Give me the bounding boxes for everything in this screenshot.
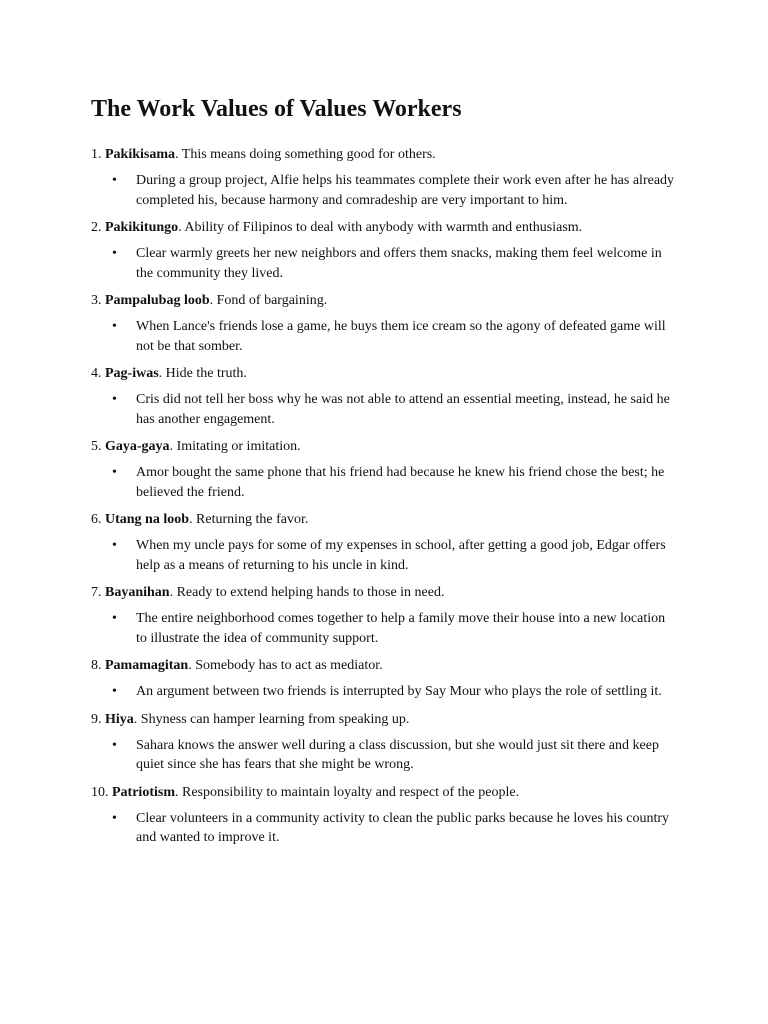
value-definition: . Somebody has to act as mediator. [188,658,383,673]
value-definition: . Shyness can hamper learning from speaking up. [133,711,410,727]
example-item [91,390,678,429]
example-item [91,682,678,702]
value-heading [91,364,678,383]
bullet-icon: • [112,392,117,407]
example-list [91,244,678,283]
value-heading [91,783,678,802]
document-title: The Work Values of Values Workers [91,96,462,122]
values-list [91,145,678,848]
example-item [91,244,678,283]
value-term: Gaya-gaya [105,439,170,454]
item-number: 2. [91,220,102,235]
value-term: Pakikitungo [105,220,179,235]
example-item [91,317,678,356]
value-definition: . Hide the truth. [158,366,247,381]
value-definition: . Ability of Filipinos to deal with anybody with warmth and enthusiasm. [178,220,583,235]
value-term: Pampalubag loob [105,293,210,308]
value-heading [91,291,678,310]
example-list [91,536,678,575]
value-heading [91,510,678,529]
value-item [91,583,678,648]
bullet-icon: • [112,611,117,626]
value-definition: . Ready to extend helping hands to those in need. [169,585,445,600]
value-definition: . Fond of bargaining. [209,293,328,308]
value-item [91,145,678,210]
example-text: Cris did not tell her boss why he was not able to attend an essential meeting, instead, he said he has another engagement. [136,392,670,427]
item-number: 5. [91,439,102,454]
item-number: 10. [91,784,109,800]
value-definition: . Imitating or imitation. [169,439,301,454]
example-list [91,736,678,775]
value-item [91,364,678,429]
value-item [91,510,678,575]
example-list [91,809,678,848]
value-definition: . Responsibility to maintain loyalty and respect of the people. [174,784,520,800]
value-heading [91,656,678,675]
example-item [91,609,678,648]
value-item [91,218,678,283]
bullet-icon: • [112,465,117,480]
value-definition: . This means doing something good for others. [175,147,436,162]
bullet-icon: • [112,737,117,753]
example-text: The entire neighborhood comes together to help a family move their house into a new location to illustrate the idea of community support. [136,611,666,646]
example-list [91,463,678,502]
value-term: Pag-iwas [105,366,159,381]
bullet-icon: • [112,538,117,553]
example-list [91,317,678,356]
example-text: When Lance's friends lose a game, he buys them ice cream so the agony of defeated game will not be that somber. [136,319,666,354]
value-item [91,656,678,702]
value-heading [91,437,678,456]
example-item [91,536,678,575]
example-text: When my uncle pays for some of my expenses in school, after getting a good job, Edgar offers help as a means of returning to his uncle in kind. [136,538,666,573]
example-list [91,682,678,702]
example-text: Clear warmly greets her new neighbors and offers them snacks, making them feel welcome in the community they lived. [136,246,662,281]
bullet-icon: • [112,810,117,826]
item-number: 8. [91,658,102,673]
value-heading [91,583,678,602]
value-definition: . Returning the favor. [189,512,309,527]
example-text: During a group project, Alfie helps his teammates complete their work even after he has already completed his, because harmony and comradeship are very important to him. [136,173,675,208]
example-text: Clear volunteers in a community activity to clean the public parks because he loves his country and wanted to improve it. [136,810,670,845]
example-item [91,463,678,502]
value-term: Utang na loob [105,512,190,527]
value-heading [91,145,678,164]
value-item [91,291,678,356]
item-number: 3. [91,293,102,308]
bullet-icon: • [112,684,117,699]
item-number: 6. [91,512,102,527]
example-item [91,171,678,210]
example-list [91,390,678,429]
example-text: Sahara knows the answer well during a class discussion, but she would just sit there and keep quiet since she has fears that she might be wrong. [136,737,659,772]
example-list [91,171,678,210]
bullet-icon: • [112,173,117,188]
value-term: Pakikisama [105,147,176,162]
value-heading [91,218,678,237]
bullet-icon: • [112,246,117,261]
value-item [91,437,678,502]
item-number: 1. [91,147,102,162]
example-text: Amor bought the same phone that his friend had because he knew his friend chose the best; he believed the friend. [136,465,665,500]
value-heading [91,710,678,729]
item-number: 4. [91,366,102,381]
value-term: Hiya [105,711,134,727]
example-item [91,736,678,775]
example-item [91,809,678,848]
value-term: Bayanihan [105,585,170,600]
example-text: An argument between two friends is interrupted by Say Mour who plays the role of settling it. [136,684,662,699]
example-list [91,609,678,648]
value-item [91,783,678,848]
value-term: Patriotism [112,784,175,800]
item-number: 9. [91,711,102,727]
value-term: Pamamagitan [105,658,189,673]
item-number: 7. [91,585,102,600]
bullet-icon: • [112,319,117,334]
value-item [91,710,678,775]
